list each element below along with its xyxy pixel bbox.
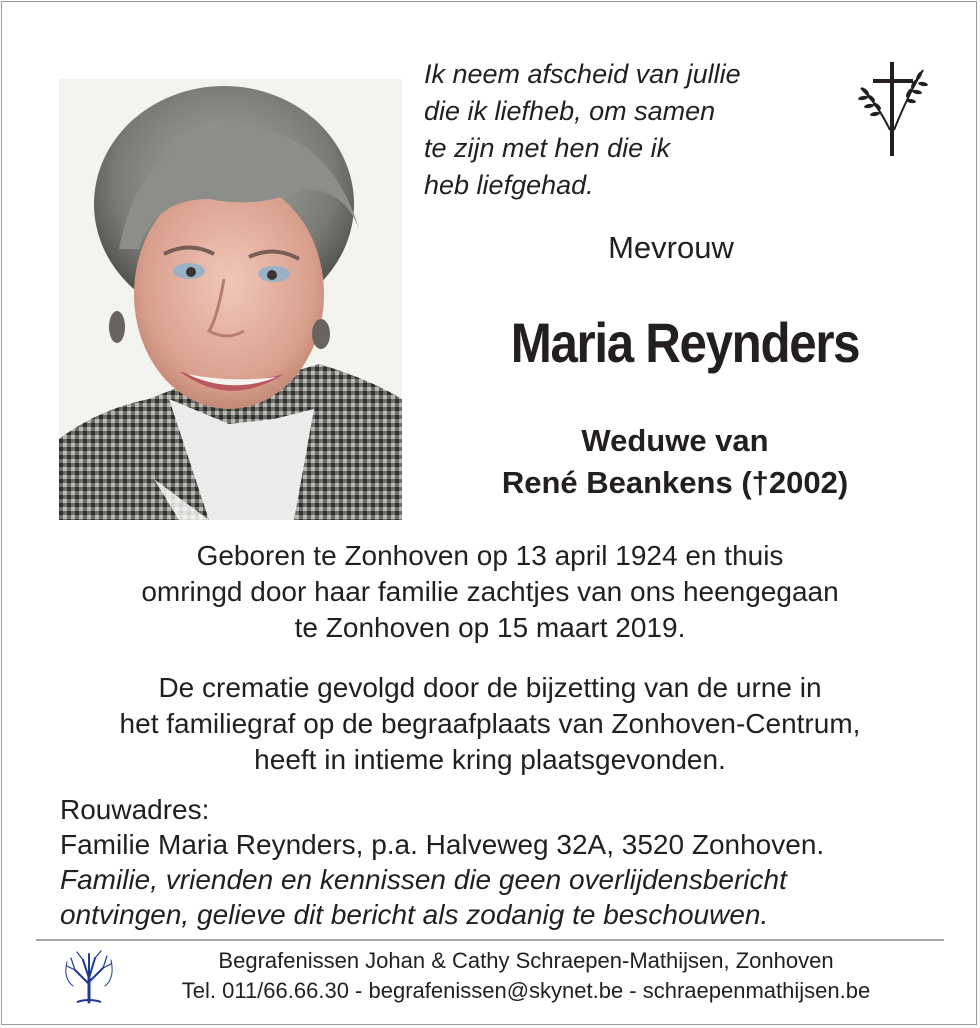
- widow-line: Weduwe van: [581, 423, 769, 458]
- spouse-name: René Beankens (†2002): [501, 465, 849, 500]
- address-label: Rouwadres:: [60, 794, 210, 825]
- farewell-poem: [424, 56, 824, 204]
- poem-line: te zijn met hen die ik: [424, 133, 671, 163]
- paragraph-line: De crematie gevolgd door de bijzetting van de urne in: [158, 672, 822, 703]
- funeral-home-contact: Tel. 011/66.66.30 - begrafenissen@skynet.be - schraepenmathijsen.be: [181, 978, 871, 1003]
- tree-logo-icon: [63, 948, 115, 1004]
- title-mevrouw: Mevrouw: [608, 230, 734, 265]
- footer-divider: [36, 939, 944, 941]
- funeral-home-footer: [126, 946, 926, 1006]
- widow-block: [440, 420, 910, 504]
- paragraph-line: Geboren te Zonhoven op 13 april 1924 en thuis: [196, 540, 784, 571]
- paragraph-line: het familiegraf op de begraafplaats van Zonhoven-Centrum,: [119, 708, 861, 739]
- cross-with-wheat-icon: [853, 60, 931, 158]
- poem-line: die ik liefheb, om samen: [424, 96, 716, 126]
- funeral-home-name: Begrafenissen Johan & Cathy Schraepen-Mathijsen, Zonhoven: [218, 948, 834, 973]
- address-note: Familie, vrienden en kennissen die geen overlijdensbericht: [60, 864, 787, 895]
- paragraph-line: omringd door haar familie zachtjes van ons heengegaan: [141, 576, 839, 607]
- paragraph-line: heeft in intieme kring plaatsgevonden.: [254, 744, 726, 775]
- deceased-name: Maria Reynders: [510, 311, 860, 374]
- address-line: Familie Maria Reynders, p.a. Halveweg 32A, 3520 Zonhoven.: [60, 829, 825, 860]
- poem-line: Ik neem afscheid van jullie: [424, 59, 741, 89]
- poem-line: heb liefgehad.: [424, 170, 594, 200]
- birth-death-paragraph: [20, 538, 960, 646]
- ceremony-paragraph: [20, 670, 960, 778]
- paragraph-line: te Zonhoven op 15 maart 2019.: [294, 612, 686, 643]
- mourning-address: [60, 792, 960, 932]
- address-note: ontvingen, gelieve dit bericht als zodanig te beschouwen.: [60, 899, 769, 930]
- portrait-photo: [59, 79, 402, 520]
